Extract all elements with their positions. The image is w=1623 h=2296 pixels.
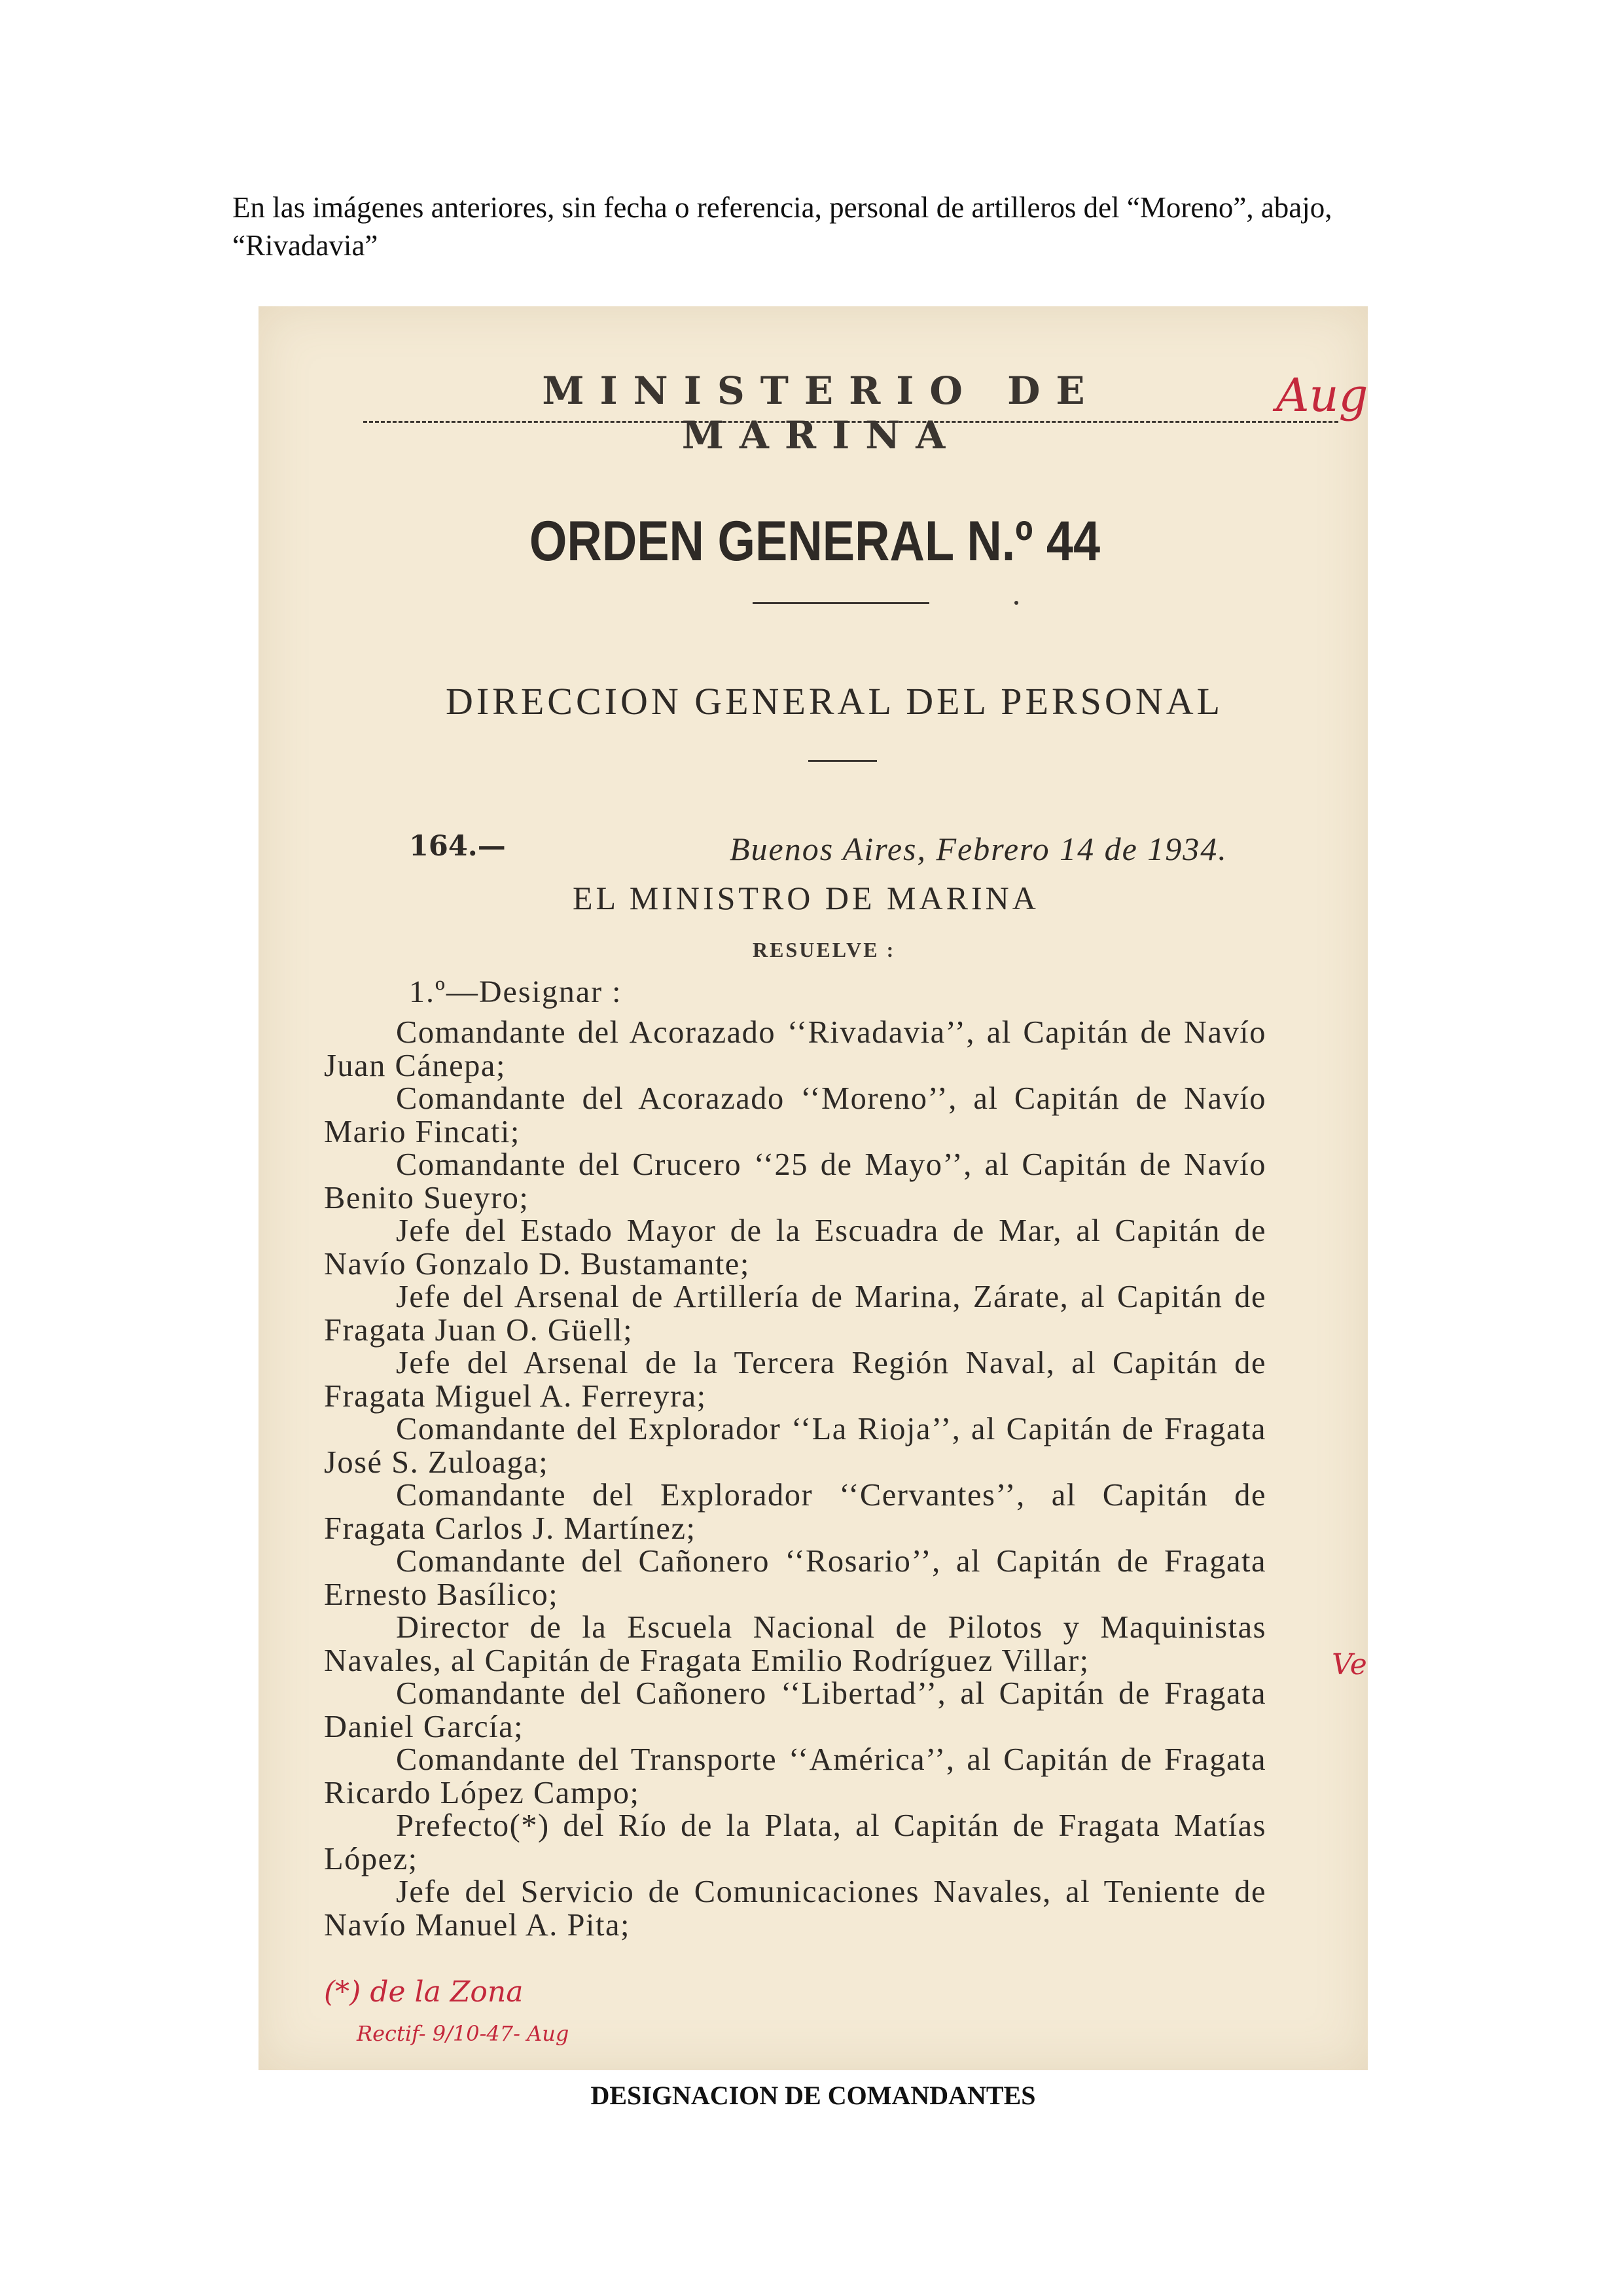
list-item: Prefecto(*) del Río de la Plata, al Capitán de Fragata Matías López; [324, 1808, 1266, 1876]
heading-rule [363, 421, 1338, 423]
list-item: Comandante del Explorador ‘‘Cervantes’’, al Capitán de Fragata Carlos J. Martínez; [324, 1478, 1266, 1546]
list-item: Comandante del Transporte ‘‘América’’, al Capitán de Fragata Ricardo López Campo; [324, 1742, 1266, 1810]
direction-rule [808, 760, 877, 762]
order-number: 164.— [409, 830, 506, 863]
designar-line: 1.º—Designar : [409, 975, 622, 1009]
title-rule-dot [1014, 601, 1018, 605]
scanned-document [259, 306, 1368, 2070]
minister-line: EL MINISTRO DE MARINA [573, 880, 1039, 916]
list-item: Jefe del Estado Mayor de la Escuadra de Mar, al Capitán de Navío Gonzalo D. Bustamante; [324, 1213, 1266, 1282]
margin-annotation: Ve [1332, 1648, 1367, 1681]
handwritten-initials: Aug [1276, 368, 1368, 422]
resuelve-line: RESUELVE : [753, 938, 896, 961]
list-item: Comandante del Explorador ‘‘La Rioja’’, al Capitán de Fragata José S. Zuloaga; [324, 1412, 1266, 1480]
list-item: Comandante del Acorazado ‘‘Moreno’’, al Capitán de Navío Mario Fincati; [324, 1081, 1266, 1149]
designation-list [324, 1016, 1266, 1942]
list-item: Jefe del Arsenal de Artillería de Marina, Zárate, al Capitán de Fragata Juan O. Güell; [324, 1280, 1266, 1348]
direction-heading: DIRECCION GENERAL DEL PERSONAL [445, 680, 1224, 723]
list-item: Comandante del Acorazado ‘‘Rivadavia’’, al Capitán de Navío Juan Cánepa; [324, 1015, 1266, 1083]
list-item: Comandante del Cañonero ‘‘Rosario’’, al Capitán de Fragata Ernesto Basílico; [324, 1544, 1266, 1612]
intro-text: En las imágenes anteriores, sin fecha o referencia, personal de artilleros del “Moreno”, abajo, “Rivadavia” [232, 191, 1332, 262]
order-title: ORDEN GENERAL N.º 44 [529, 510, 1101, 573]
list-item: Jefe del Arsenal de la Tercera Región Naval, al Capitán de Fragata Miguel A. Ferreyra; [324, 1346, 1266, 1414]
list-item: Comandante del Cañonero ‘‘Libertad’’, al Capitán de Fragata Daniel García; [324, 1676, 1266, 1744]
list-item: Jefe del Servicio de Comunicaciones Navales, al Teniente de Navío Manuel A. Pita; [324, 1874, 1266, 1943]
handwritten-note: (*) de la Zona [324, 1975, 524, 2009]
ministry-heading: MINISTERIO DE MARINA [542, 368, 1101, 457]
list-item: Comandante del Crucero ‘‘25 de Mayo’’, al Capitán de Navío Benito Sueyro; [324, 1147, 1266, 1215]
figure-caption: DESIGNACION DE COMANDANTES [590, 2081, 1036, 2110]
list-item: Director de la Escuela Nacional de Pilotos y Maquinistas Navales, al Capitán de Fragata Emilio Rodríguez Villar; [324, 1610, 1266, 1678]
title-rule [753, 602, 929, 604]
order-date: Buenos Aires, Febrero 14 de 1934. [730, 831, 1228, 867]
handwritten-rectification: Rectif- 9/10-47- Aug [357, 2021, 569, 2046]
